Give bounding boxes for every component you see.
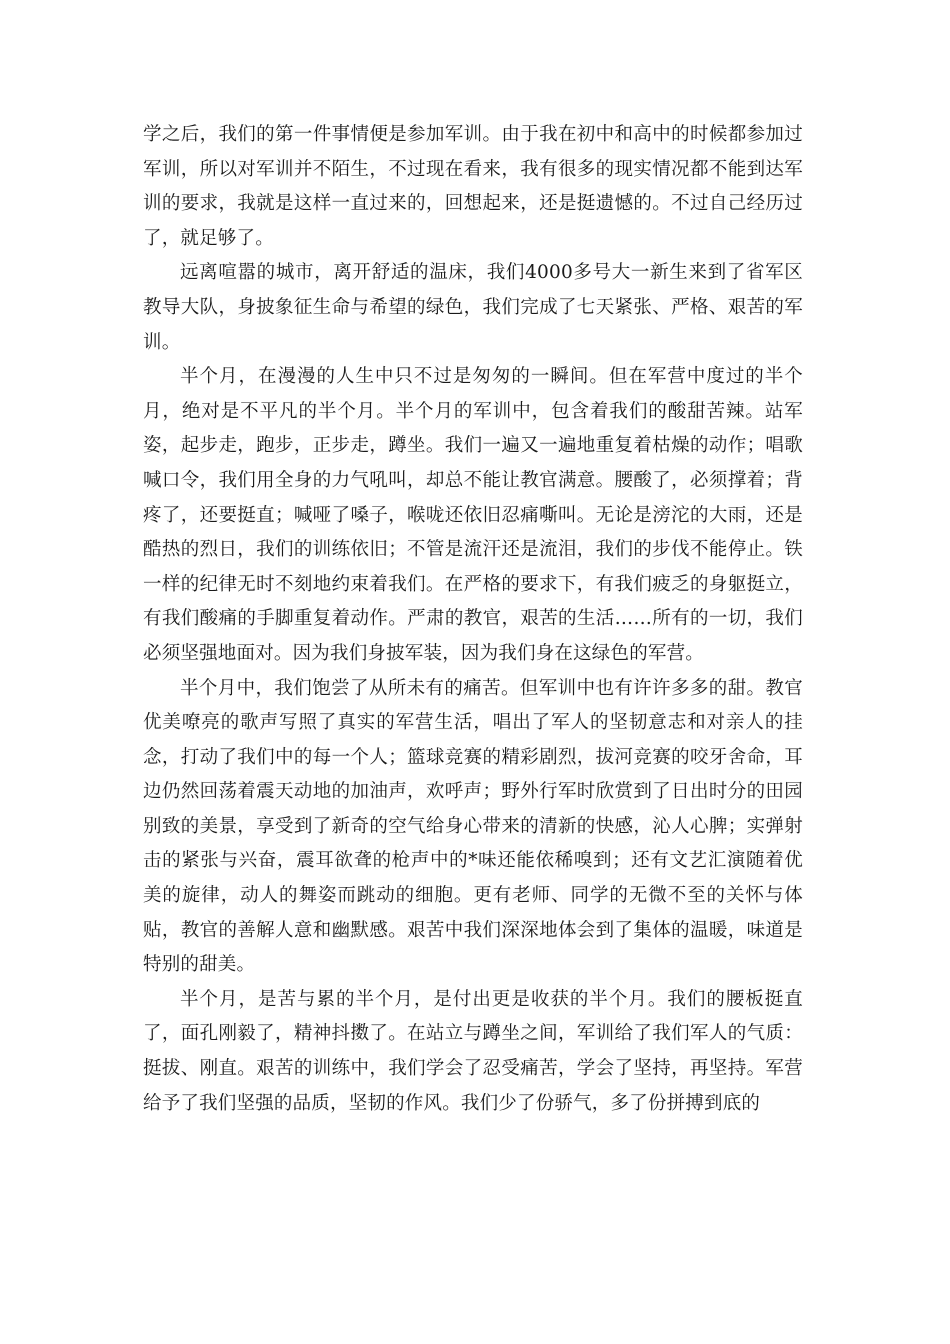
paragraph-continued: 学之后，我们的第一件事情便是参加军训。由于我在初中和高中的时候都参加过军训，所以对军训并不陌生，不过现在看来，我有很多的现实情况都不能到达军训的要求，我就是这样一直过来的，回想起来，还是挺遗憾的。不过自己经历过了，就足够了。 (143, 124, 803, 249)
paragraph: 半个月，是苦与累的半个月，是付出更是收获的半个月。我们的腰板挺直了，面孔刚毅了，精神抖擞了。在站立与蹲坐之间，军训给了我们军人的气质：挺拔、刚直。艰苦的训练中，我们学会了忍受痛苦，学会了坚持，再坚持。军营给予了我们坚强的品质，坚韧的作风。我们少了份骄气，多了份拼搏到底的 (143, 988, 803, 1114)
paragraph: 半个月中，我们饱尝了从所未有的痛苦。但军训中也有许许多多的甜。教官优美嘹亮的歌声写照了真实的军营生活，唱出了军人的坚韧意志和对亲人的挂念，打动了我们中的每一个人；篮球竞赛的精彩剧烈，拔河竞赛的咬牙舍命，耳边仍然回荡着震天动地的加油声，欢呼声；野外行军时欣赏到了日出时分的田园别致的美景，享受到了新奇的空气给身心带来的清新的快感，沁人心脾；实弹射击的紧张与兴奋，震耳欲聋的枪声中的*味还能依稀嗅到；还有文艺汇演随着优美的旋律，动人的舞姿而跳动的细胞。更有老师、同学的无微不至的关怀与体贴，教官的善解人意和幽默感。艰苦中我们深深地体会到了集体的温暖，味道是特别的甜美。 (143, 677, 803, 976)
paragraph: 远离喧嚣的城市，离开舒适的温床，我们4000多号大一新生来到了省军区教导大队，身披象征生命与希望的绿色，我们完成了七天紧张、严格、艰苦的军训。 (143, 262, 803, 353)
document-body (143, 118, 803, 1121)
paragraph: 半个月，在漫漫的人生中只不过是匆匆的一瞬间。但在军营中度过的半个月，绝对是不平凡的半个月。半个月的军训中，包含着我们的酸甜苦辣。站军姿，起步走，跑步，正步走，蹲坐。我们一遍又一遍地重复着枯燥的动作；唱歌喊口令，我们用全身的力气吼叫，却总不能让教官满意。腰酸了，必须撑着；背疼了，还要挺直；喊哑了嗓子，喉咙还依旧忍痛嘶叫。无论是滂沱的大雨，还是酷热的烈日，我们的训练依旧；不管是流汗还是流泪，我们的步伐不能停止。铁一样的纪律无时不刻地约束着我们。在严格的要求下，有我们疲乏的身躯挺立，有我们酸痛的手脚重复着动作。严肃的教官，艰苦的生活……所有的一切，我们必须坚强地面对。因为我们身披军装，因为我们身在这绿色的军营。 (143, 366, 803, 664)
